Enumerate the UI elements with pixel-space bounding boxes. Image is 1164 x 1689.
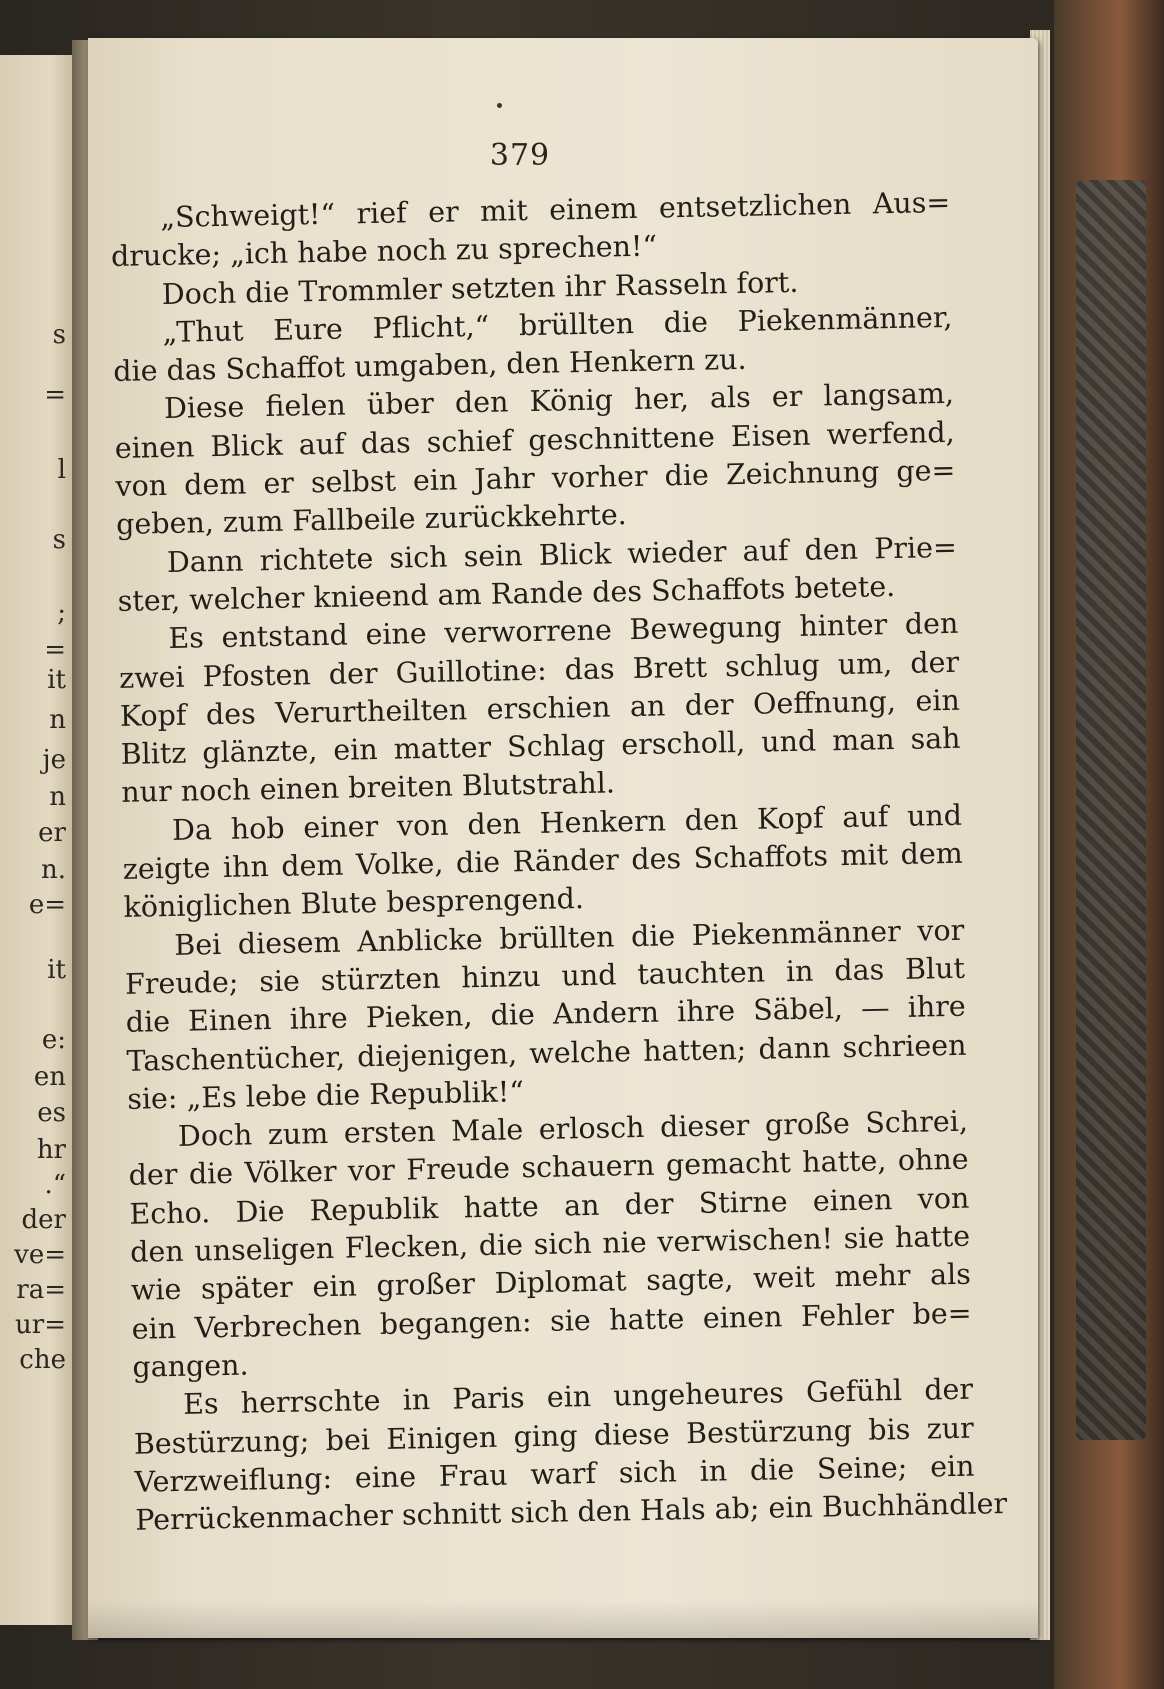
text-line: drucke; „ich habe noch zu sprechen!“ <box>110 229 658 274</box>
text-line: Bestürzung; bei Einigen ging diese Bestürzung bis zur <box>133 1411 975 1461</box>
text-line: Da hob einer von den Henkern den Kopf auf und <box>171 798 963 847</box>
text-line: Freude; sie stürzten hinzu und tauchten in das Blut <box>124 951 966 1001</box>
text-line: die das Schaffot umgaben, den Henkern zu. <box>112 342 747 389</box>
text-line: Doch die Trommler setzten ihr Rasseln fort. <box>161 265 799 311</box>
text-line: „Thut Eure Pflicht,“ brüllten die Piekenmänner, <box>162 300 953 349</box>
previous-page-fragment: er <box>38 818 66 848</box>
text-line: von dem er selbst ein Jahr vorher die Zeichnung ge= <box>115 453 956 504</box>
previous-page-text-fragments <box>0 55 72 1625</box>
text-line: zwei Pfosten der Guillotine: das Brett schlug um, der <box>118 645 960 695</box>
previous-page-fragment: l <box>57 455 66 485</box>
previous-page-fragment: ra= <box>16 1275 66 1305</box>
text-line: „Schweigt!“ rief er mit einem entsetzlichen Aus= <box>160 185 951 235</box>
previous-page-fragment: ve= <box>14 1240 66 1270</box>
text-line: Bei diesem Anblicke brüllten die Piekenmänner vor <box>173 913 965 962</box>
previous-page-fragment: ; <box>57 598 66 628</box>
text-line: ster, welcher knieend am Rande des Schaffots betete. <box>117 569 896 618</box>
ink-dot <box>497 103 502 108</box>
text-line: Kopf des Verurtheilten erschien an der Oeffnung, ein <box>119 683 961 733</box>
previous-page-fragment: = <box>44 380 66 410</box>
marbled-endpaper <box>1076 180 1146 1440</box>
previous-page-fragment: it <box>47 955 66 985</box>
previous-page-fragment: der <box>21 1205 66 1235</box>
text-line: königlichen Blute besprengend. <box>123 882 585 925</box>
previous-page-fragment: n <box>49 782 66 812</box>
text-line: geben, zum Fallbeile zurückkehrte. <box>115 498 628 542</box>
text-line: Echo. Die Republik hatte an der Stirne einen von <box>129 1181 970 1231</box>
page-body-text <box>110 184 1008 1540</box>
text-line: Diese fielen über den König her, als er langsam, <box>163 377 955 426</box>
book-cover-edge <box>1054 0 1164 1689</box>
text-line: den unseligen Flecken, die sich nie verwischen! sie hatte <box>129 1219 971 1269</box>
text-line: Perrückenmacher schnitt sich den Hals ab; ein Buchhändler <box>135 1487 1008 1537</box>
text-line: die Einen ihre Pieken, die Andern ihre Säbel, — ihre <box>125 989 966 1040</box>
text-line: einen Blick auf das schief geschnittene Eisen werfend, <box>114 415 955 465</box>
previous-page-fragment: n. <box>40 855 66 885</box>
previous-page-fragment: s <box>52 525 66 555</box>
previous-page-fragment: ur= <box>15 1310 66 1340</box>
previous-page-fragment: e: <box>41 1025 66 1055</box>
text-line: Taschentücher, diejenigen, welche hatten; dann schrieen <box>126 1028 967 1078</box>
text-line: zeigte ihn dem Volke, die Ränder des Schaffots mit dem <box>122 836 964 886</box>
page-number: 379 <box>489 138 551 173</box>
previous-page-fragment: che <box>19 1345 66 1375</box>
previous-page-fragment: it <box>47 665 66 695</box>
text-line: ein Verbrechen begangen: sie hatte einen Fehler be= <box>131 1296 972 1346</box>
previous-page-fragment: hr <box>36 1135 66 1165</box>
text-line: Blitz glänzte, ein matter Schlag erscholl, und man sah <box>120 721 961 772</box>
text-line: Dann richtete sich sein Blick wieder auf den Prie= <box>166 530 958 579</box>
text-line: Es entstand eine verworrene Bewegung hinter den <box>168 607 959 656</box>
previous-page-fragment: je <box>42 745 66 775</box>
previous-page-fragment: s <box>52 320 66 350</box>
previous-page-fragment: = <box>44 635 66 665</box>
previous-page-fragment: n <box>49 705 66 735</box>
text-line: der die Völker vor Freude schauern gemacht hatte, ohne <box>128 1143 969 1193</box>
previous-page-strip <box>0 55 74 1625</box>
previous-page-fragment: es <box>37 1098 66 1128</box>
text-line: gangen. <box>132 1348 249 1384</box>
previous-page-fragment: en <box>33 1062 66 1092</box>
text-line: wie später ein großer Diplomat sagte, weit mehr als <box>130 1257 972 1308</box>
text-line: nur noch einen breiten Blutstrahl. <box>121 766 616 810</box>
text-line: sie: „Es lebe die Republik!“ <box>126 1075 525 1116</box>
text-line: Es herrschte in Paris ein ungeheures Gefühl der <box>182 1372 974 1422</box>
text-line: Doch zum ersten Male erlosch dieser große Schrei, <box>177 1104 969 1153</box>
text-line: Verzweiflung: eine Frau warf sich in die Seine; ein <box>134 1449 975 1499</box>
previous-page-fragment: .“ <box>44 1170 66 1200</box>
page-bottom-shadow <box>88 1600 1038 1640</box>
previous-page-fragment: e= <box>28 890 66 920</box>
